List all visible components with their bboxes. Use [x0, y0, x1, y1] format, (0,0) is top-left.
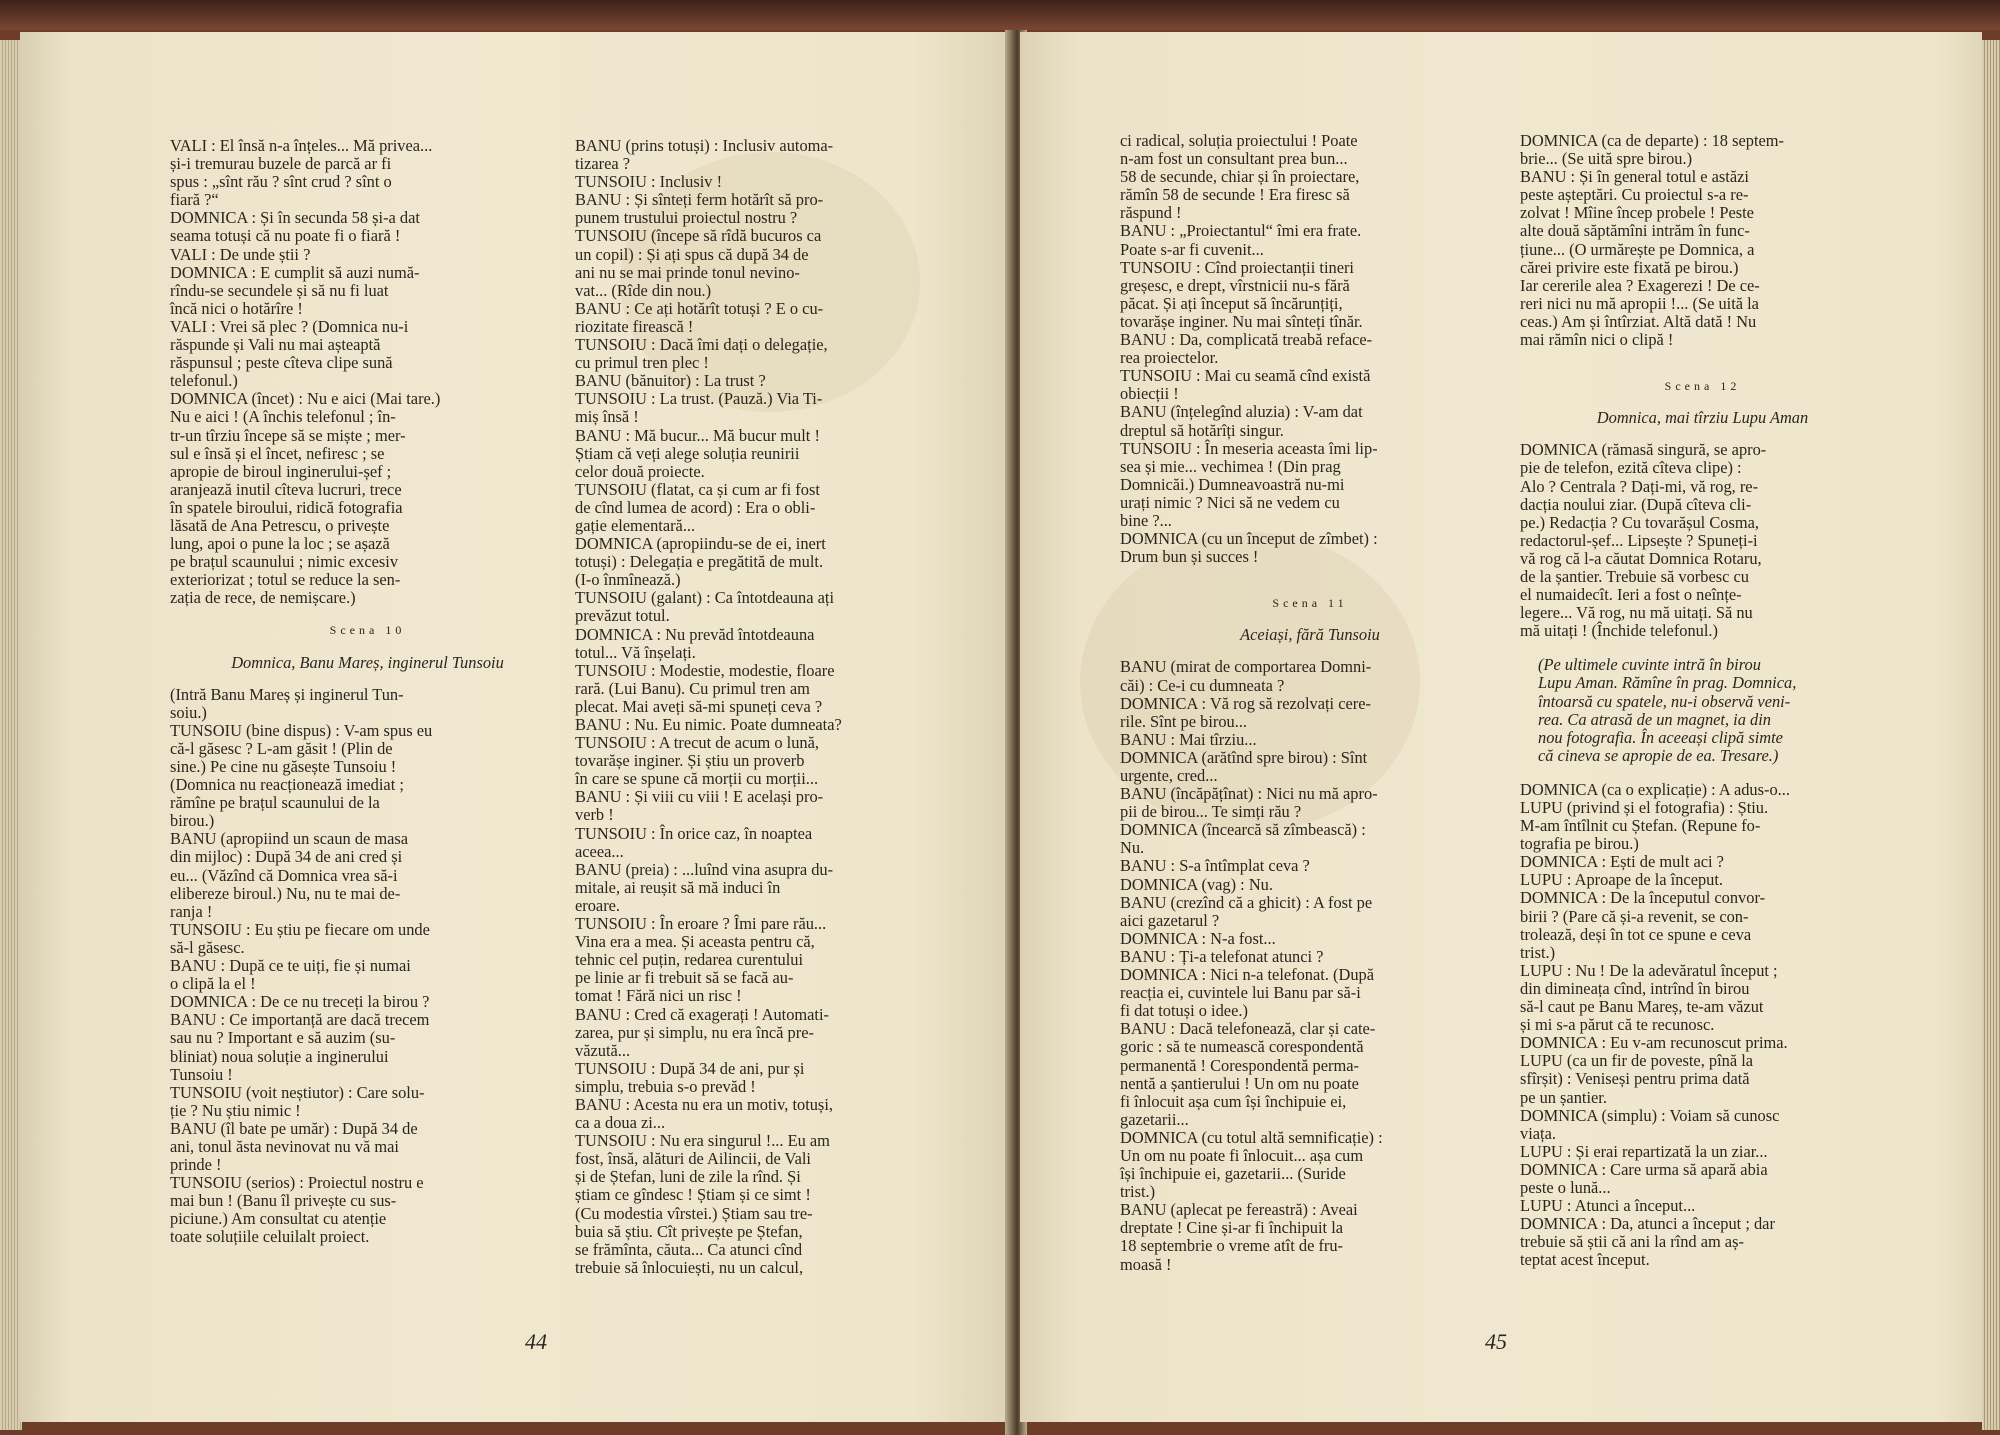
page-number: 44 [525, 1329, 547, 1354]
book-cover-top [0, 0, 2000, 30]
text-line: DOMNICA : Nici n-a telefonat. (După [1120, 965, 1374, 985]
text-line: pii de birou... Te simți rău ? [1120, 802, 1302, 822]
text-line: LUPU : Nu ! De la adevăratul început ; [1520, 960, 1778, 980]
text-block [1520, 781, 1885, 1270]
text-line: DOMNICA : Vă rog să rezolvați cere- [1120, 693, 1371, 713]
text-line: BANU : Mă bucur... Mă bucur mult ! [575, 425, 820, 445]
text-line: miș însă ! [575, 407, 639, 427]
text-line: BANU : Da, complicată treabă reface- [1120, 330, 1373, 350]
text-line: ca a doua zi... [575, 1113, 666, 1133]
scene-characters: Domnica, mai tîrziu Lupu Aman [1596, 408, 1809, 428]
text-line: DOMNICA : Și în secunda 58 și-a dat [170, 208, 420, 228]
text-line: TUNSOIU (serios) : Proiectul nostru e [170, 1173, 424, 1193]
text-line: Un om nu poate fi înlocuit... așa cum [1120, 1145, 1364, 1165]
text-line: DOMNICA : E cumplit să auzi numă- [170, 262, 420, 282]
text-block [1520, 132, 1885, 349]
text-line: trolează, deși în tot ce spune e ceva [1520, 924, 1752, 944]
text-line: DOMNICA (cu totul altă semnificație) : [1120, 1127, 1383, 1147]
text-line: simplu, trebuia s-o prevăd ! [575, 1076, 756, 1096]
text-line: LUPU : Aproape de la început. [1520, 870, 1724, 890]
text-line: Nu e aici ! (A închis telefonul ; în- [170, 407, 396, 427]
text-line: riozitate firească ! [575, 316, 694, 336]
text-line: trebuie să știi că ani la rînd am aș- [1520, 1232, 1744, 1252]
scene-characters: Domnica, Banu Mareș, inginerul Tunsoiu [231, 652, 504, 672]
text-line: BANU (apropiind un scaun de masa [170, 829, 409, 849]
scene-heading: Scena 12 [1664, 379, 1741, 394]
text-line: ție ? Nu știu nimic ! [170, 1100, 301, 1120]
text-line: TUNSOIU (bine dispus) : V-am spus eu [170, 720, 433, 740]
text-line: Drum bun și succes ! [1120, 547, 1259, 567]
text-line: DOMNICA (încearcă să zîmbească) : [1120, 820, 1366, 840]
left-page-column-1 [170, 137, 565, 1247]
text-line: (I-o înmînează.) [575, 570, 681, 590]
text-line: urați nimic ? Nici să ne vedem cu [1120, 492, 1340, 512]
text-line: tehnic cel puțin, redarea curentului [575, 950, 803, 970]
text-line: BANU : Ce importanță are dacă trecem [170, 1010, 430, 1030]
text-line: tovarășe inginer. Și știu un proverb [575, 751, 805, 771]
text-line: pie de telefon, ezită cîteva clipe) : [1520, 458, 1742, 478]
text-line: rea proiectelor. [1120, 348, 1219, 368]
text-line: sfîrșit) : Veniseși pentru prima dată [1520, 1069, 1750, 1089]
text-line: pe un șantier. [1520, 1087, 1607, 1107]
text-line: telefonul.) [170, 371, 238, 391]
text-line: (Intră Banu Mareș și inginerul Tun- [170, 684, 404, 704]
text-line: obiecții ! [1120, 384, 1179, 404]
text-line: DOMNICA (rămasă singură, se apro- [1520, 440, 1767, 460]
text-line: cu primul tren plec ! [575, 353, 709, 373]
text-line: mitale, ai reușit să mă induci în [575, 877, 781, 897]
text-line: DOMNICA (ca o explicație) : A adus-o... [1520, 779, 1790, 799]
text-line: TUNSOIU : Inclusiv ! [575, 172, 723, 192]
text-line: din dimineața cînd, intrînd în birou [1520, 978, 1750, 998]
text-line: BANU (mirat de comportarea Domni- [1120, 657, 1372, 677]
text-line: BANU (bănuitor) : La trust ? [575, 371, 766, 391]
text-line: nou fotografia. În aceeași clipă simte [1538, 727, 1783, 747]
text-line: DOMNICA (arătînd spre birou) : Sînt [1120, 747, 1368, 767]
text-block [1120, 132, 1500, 566]
text-line: DOMNICA : Da, atunci a început ; dar [1520, 1214, 1775, 1234]
text-line: Tunsoiu ! [170, 1064, 233, 1084]
text-line: gazetarii... [1120, 1109, 1189, 1129]
text-line: celor două proiecte. [575, 461, 705, 481]
text-line: rile. Sînt pe birou... [1120, 711, 1248, 731]
text-line: DOMNICA (încet) : Nu e aici (Mai tare.) [170, 389, 441, 409]
text-line: TUNSOIU : În eroare ? Îmi pare rău... [575, 914, 827, 934]
text-line: DOMNICA : N-a fost... [1120, 928, 1276, 948]
text-line: un copil) : Și ați spus că după 34 de [575, 244, 809, 264]
text-line: BANU (aplecat pe fereastră) : Aveai [1120, 1200, 1358, 1220]
text-line: sau nu ? Important e să auzim (su- [170, 1028, 396, 1048]
text-line: ranja ! [170, 901, 213, 921]
text-line: prinde ! [170, 1155, 222, 1175]
text-line: BANU : Cred că exagerați ! Automati- [575, 1004, 829, 1024]
text-line: păcat. Și ați început să încărunțiți, [1120, 293, 1343, 313]
scene-heading: Scena 11 [1272, 596, 1348, 611]
text-line: dreptul să hotărîți singur. [1120, 420, 1284, 440]
page-number: 45 [1485, 1329, 1507, 1354]
text-line: să-l caut pe Banu Mareș, te-am văzut [1520, 997, 1764, 1017]
text-line: rîndu-se secundele și să nu fi luat [170, 280, 389, 300]
text-line: BANU (încăpățînat) : Nici nu mă apro- [1120, 784, 1378, 804]
text-line: BANU : Ți-a telefonat atunci ? [1120, 946, 1324, 966]
text-line: țiune... (O urmărește pe Domnica, a [1520, 239, 1755, 259]
text-line: (Cu modestia vîrstei.) Știam sau tre- [575, 1203, 813, 1223]
text-line: nentă a șantierului ! Un om nu poate [1120, 1073, 1359, 1093]
text-line: peste o lună... [1520, 1177, 1611, 1197]
text-line: piciune.) Am consultat cu atenție [170, 1209, 387, 1229]
text-line: TUNSOIU (flatat, ca și cum ar fi fost [575, 479, 820, 499]
text-line: tovarășe inginer. Nu mai sînteți tînăr. [1120, 311, 1363, 331]
text-line: încă nici o hotărîre ! [170, 298, 303, 318]
text-line: BANU (preia) : ...luînd vina asupra du- [575, 859, 834, 879]
text-line: n-am fost un consultant prea bun... [1120, 149, 1348, 169]
text-block [1120, 658, 1500, 1273]
text-line: TUNSOIU : În orice caz, în noaptea [575, 823, 813, 843]
text-line: TUNSOIU : Eu știu pe fiecare om unde [170, 919, 430, 939]
text-line: de la șantier. Trebuie să vorbesc cu [1520, 566, 1749, 586]
text-block [575, 137, 945, 1277]
text-line: VALI : Vrei să plec ? (Domnica nu-i [170, 316, 409, 336]
text-line: M-am întîlnit cu Ștefan. (Repune fo- [1520, 816, 1761, 836]
text-line: TUNSOIU : Cînd proiectanții tineri [1120, 257, 1354, 277]
text-line: TUNSOIU (galant) : Ca întotdeauna ați [575, 588, 834, 608]
text-line: DOMNICA : Nu prevăd întotdeauna [575, 624, 815, 644]
text-line: reacția ei, cuvintele lui Banu par să-i [1120, 983, 1361, 1003]
text-line: BANU : După ce te uiți, fie și numai [170, 956, 411, 976]
text-block [1520, 441, 1885, 640]
text-line: o clipă la el ! [170, 974, 256, 994]
text-line: trist.) [1520, 942, 1556, 962]
page-edges-left [0, 40, 22, 1430]
text-line: soiu.) [170, 702, 207, 722]
text-line: în spatele biroului, ridică fotografia [170, 497, 403, 517]
text-line: LUPU : Și erai repartizată la un ziar... [1520, 1141, 1768, 1161]
text-line: DOMNICA : Eu v-am recunoscut prima. [1520, 1033, 1788, 1053]
text-line: BANU (prins totuși) : Inclusiv automa- [575, 136, 834, 155]
left-page [20, 32, 1010, 1422]
text-line: răspunsul ; peste cîteva clipe sună [170, 353, 393, 373]
text-line: aici gazetarul ? [1120, 910, 1220, 930]
text-line: reri nici nu mă apropii !... (Se uită la [1520, 293, 1759, 313]
text-line: seama totuși că nu poate fi o fiară ! [170, 226, 401, 246]
text-line: vă rog că l-a căutat Domnica Rotaru, [1520, 548, 1762, 568]
text-line: BANU : Acesta nu era un motiv, totuși, [575, 1094, 833, 1114]
text-line: LUPU (ca un fir de poveste, pînă la [1520, 1051, 1754, 1071]
text-line: redactorul-șef... Lipsește ? Spuneți-i [1520, 530, 1758, 550]
text-line: goric : să te numească corespondentă [1120, 1037, 1364, 1057]
text-line: fi înlocuit așa cum își închipuie ei, [1120, 1091, 1347, 1111]
text-line: întoarsă cu spatele, nu-i observă veni- [1538, 691, 1791, 711]
text-line: DOMNICA : Care urma să apară abia [1520, 1159, 1768, 1179]
text-line: trebuie să înlocuiești, nu un calcul, [575, 1257, 804, 1277]
text-line: TUNSOIU (voit neștiutor) : Care solu- [170, 1082, 425, 1102]
text-line: totuși) : Delegația e pregătită de mult. [575, 552, 824, 572]
text-line: Lupu Aman. Rămîne în prag. Domnica, [1538, 673, 1797, 693]
text-line: ci radical, soluția proiectului ! Poate [1120, 131, 1358, 150]
text-block [170, 137, 565, 607]
text-line: BANU : Și în general totul e astăzi [1520, 167, 1749, 187]
text-line: Știam că veți alege soluția reunirii [575, 443, 800, 463]
text-line: BANU : Ce ați hotărît totuși ? E o cu- [575, 298, 824, 318]
text-line: cărei privire este fixată pe birou.) [1520, 257, 1739, 277]
text-line: să-l găsesc. [170, 937, 245, 957]
text-line: plecat. Mai aveți să-mi spuneți ceva ? [575, 696, 823, 716]
text-line: LUPU : Atunci a început... [1520, 1196, 1696, 1216]
text-line: BANU : S-a întîmplat ceva ? [1120, 856, 1310, 876]
text-line: greșesc, e drept, vîrstnicii nu-s fără [1120, 275, 1350, 295]
text-line: fost, însă, alături de Ailincii, de Vali [575, 1149, 811, 1169]
text-line: Poate s-ar fi cuvenit... [1120, 239, 1264, 259]
text-line: VALI : El însă n-a înțeles... Mă privea... [170, 136, 433, 155]
text-line: legere... Vă rog, nu mă uitați. Să nu [1520, 603, 1753, 623]
text-line: elibereze biroul.) Nu, nu te mai de- [170, 883, 401, 903]
text-line: tografia pe birou.) [1520, 834, 1639, 854]
text-line: fi dat totuși o idee.) [1120, 1001, 1248, 1021]
text-line: prevăzut totul. [575, 606, 670, 626]
text-block [170, 686, 565, 1247]
text-line: spus : „sînt rău ? sînt crud ? sînt o [170, 172, 392, 192]
text-line: urgente, cred... [1120, 766, 1218, 785]
text-line: tizarea ? [575, 154, 631, 174]
text-line: DOMNICA : De la începutul convor- [1520, 888, 1766, 908]
text-line: zolvat ! Mîine încep probele ! Peste [1520, 203, 1754, 223]
text-line: (Domnica nu reacționează imediat ; [170, 775, 404, 795]
text-line: zația de rece, de nemișcare.) [170, 588, 356, 608]
text-line: bliniat) noua soluție a inginerului [170, 1046, 389, 1066]
text-line: TUNSOIU (începe să rîdă bucuros ca [575, 226, 822, 246]
text-line: trist.) [1120, 1182, 1156, 1202]
text-line: 58 de secunde, chiar și în proiectare, [1120, 167, 1360, 187]
text-line: viața. [1520, 1123, 1556, 1143]
text-line: pe.) Redacția ? Cu tovarășul Cosma, [1520, 512, 1759, 532]
text-line: sul e însă și el încet, nefiresc ; se [170, 443, 385, 463]
text-line: dreptate ! Cine și-ar fi închipuit la [1120, 1218, 1344, 1238]
text-line: lăsată de Ana Petrescu, o privește [170, 515, 390, 535]
text-line: moasă ! [1120, 1254, 1172, 1274]
text-line: pe linie ar fi trebuit să se facă au- [575, 968, 794, 988]
text-line: că cineva se apropie de ea. Tresare.) [1538, 745, 1779, 765]
text-line: DOMNICA (vag) : Nu. [1120, 874, 1273, 894]
text-line: aceea... [575, 841, 624, 861]
left-page-column-2 [575, 137, 945, 1277]
right-page [1020, 32, 1982, 1422]
text-line: TUNSOIU : Nu era singurul !... Eu am [575, 1131, 830, 1151]
text-line: toate soluțiile celuilalt proiect. [170, 1227, 370, 1247]
text-line: aranjează inutil cîteva lucruri, trece [170, 479, 402, 499]
text-line: TUNSOIU : A trecut de acum o lună, [575, 733, 819, 753]
text-line: buia să știu. Cît privește pe Ștefan, [575, 1221, 803, 1241]
text-line: BANU : Nu. Eu nimic. Poate dumneata? [575, 715, 842, 734]
text-line: bine ?... [1120, 510, 1172, 530]
text-line: TUNSOIU : Mai cu seamă cînd există [1120, 366, 1371, 386]
text-line: teptat acest început. [1520, 1250, 1650, 1270]
text-line: eroare. [575, 895, 621, 915]
text-line: răspund ! [1120, 203, 1182, 223]
text-line: TUNSOIU : În meseria aceasta îmi lip- [1120, 438, 1378, 458]
text-line: răspunde și Vali nu mai așteaptă [170, 335, 381, 355]
text-line: văzută... [575, 1040, 631, 1060]
text-line: de cînd lumea de acord) : Era o obli- [575, 497, 816, 517]
page-edges-right [1982, 40, 2000, 1430]
text-line: brie... (Se uită spre birou.) [1520, 149, 1693, 169]
text-line: DOMNICA (apropiindu-se de ei, inert [575, 534, 826, 554]
text-line: DOMNICA (cu un început de zîmbet) : [1120, 529, 1378, 549]
text-line: DOMNICA : Ești de mult aci ? [1520, 852, 1724, 872]
text-line: totul... Vă înșelați. [575, 642, 696, 662]
text-line: pe brațul scaunului ; nimic excesiv [170, 552, 399, 572]
text-line: Alo ? Centrala ? Dați-mi, vă rog, re- [1520, 476, 1759, 496]
text-line: DOMNICA : De ce nu treceți la birou ? [170, 992, 430, 1012]
right-page-column-2 [1520, 132, 1885, 1269]
text-line: TUNSOIU : La trust. (Pauză.) Via Ti- [575, 389, 823, 409]
text-line: TUNSOIU : După 34 de ani, pur și [575, 1058, 805, 1078]
text-line: zarea, pur și simplu, nu era încă pre- [575, 1022, 814, 1042]
text-line: știam ce gîndesc ! Știam și ce simt ! [575, 1185, 811, 1205]
text-line: birou.) [170, 811, 215, 831]
text-line: lung, apoi o pune la loc ; se așază [170, 534, 390, 554]
text-line: se frămînta, căuta... Ca atunci cînd [575, 1239, 803, 1259]
text-line: ceas.) Am și întîrziat. Altă dată ! Nu [1520, 311, 1757, 331]
text-line: BANU (îl bate pe umăr) : După 34 de [170, 1118, 418, 1138]
text-line: vat... (Rîde din nou.) [575, 280, 712, 300]
text-line: căi) : Ce-i cu dumneata ? [1120, 675, 1285, 695]
text-line: și de Ștefan, luni de zile la rînd. Și [575, 1167, 801, 1187]
text-line: DOMNICA (ca de departe) : 18 septem- [1520, 131, 1784, 150]
text-line: că-l găsesc ? L-am găsit ! (Plin de [170, 738, 393, 758]
text-line: 18 septembrie o vreme atît de fru- [1120, 1236, 1344, 1256]
text-line: și-i tremurau buzele de parcă ar fi [170, 154, 392, 174]
text-line: el numaidecît. Ieri a fost o neînțe- [1520, 585, 1742, 605]
text-line: rămîn 58 de secunde ! Era firesc să [1120, 185, 1350, 205]
text-line: Vina era a mea. Și aceasta pentru că, [575, 932, 815, 952]
text-line: sea și mie... vechimea ! (Din prag [1120, 456, 1341, 476]
text-line: TUNSOIU : Dacă îmi dați o delegație, [575, 335, 828, 355]
text-line: Domnicăi.) Dumneavoastră nu-mi [1120, 474, 1345, 494]
text-line: BANU : Și viii cu viii ! E același pro- [575, 787, 824, 807]
text-line: își închipuie ei, gazetarii... (Suride [1120, 1164, 1346, 1184]
text-line: ani, tonul ăsta nevinovat nu vă mai [170, 1136, 399, 1156]
stage-direction [1520, 656, 1885, 765]
text-line: peste așteptări. Cu proiectul s-a re- [1520, 185, 1749, 205]
text-line: gație elementară... [575, 515, 696, 535]
text-line: (Pe ultimele cuvinte intră în birou [1538, 655, 1761, 675]
text-line: tomat ! Fără nici un risc ! [575, 986, 742, 1006]
text-line: punem trustului proiectul nostru ? [575, 208, 798, 228]
text-line: sine.) Pe cine nu găsește Tunsoiu ! [170, 757, 397, 776]
text-line: permanentă ! Corespondentă perma- [1120, 1055, 1359, 1075]
text-line: BANU (înțelegînd aluzia) : V-am dat [1120, 402, 1363, 422]
text-line: rămîne pe brațul scaunului de la [170, 793, 380, 813]
text-line: mai bun ! (Banu îl privește cu sus- [170, 1191, 397, 1211]
text-line: mai rămîn nici o clipă ! [1520, 330, 1674, 350]
text-line: din mijloc) : După 34 de ani cred și [170, 847, 403, 867]
text-line: BANU : Mai tîrziu... [1120, 729, 1257, 749]
text-line: rară. (Lui Banu). Cu primul tren am [575, 678, 810, 698]
text-line: fiară ?“ [170, 190, 219, 210]
text-line: TUNSOIU : Modestie, modestie, floare [575, 660, 835, 680]
text-line: DOMNICA (simplu) : Voiam să cunosc [1520, 1105, 1780, 1125]
scene-heading: Scena 10 [329, 623, 406, 638]
text-line: dacția noului ziar. (După cîteva cli- [1520, 494, 1752, 514]
text-line: BANU : „Proiectantul“ îmi era frate. [1120, 221, 1362, 241]
text-line: rea. Ca atrasă de un magnet, ia din [1538, 709, 1771, 729]
text-line: apropie de biroul inginerului-șef ; [170, 461, 392, 481]
text-line: verb ! [575, 805, 614, 825]
text-line: alte două săptămîni intrăm în func- [1520, 221, 1750, 241]
text-line: BANU : Dacă telefonează, clar și cate- [1120, 1019, 1376, 1039]
text-line: Nu. [1120, 838, 1145, 858]
text-line: Iar cererile alea ? Exagerezi ! De ce- [1520, 275, 1760, 295]
text-line: BANU (crezînd că a ghicit) : A fost pe [1120, 892, 1373, 912]
text-line: tr-un tîrziu începe să se miște ; mer- [170, 425, 406, 445]
text-line: BANU : Și sînteți ferm hotărît să pro- [575, 190, 824, 210]
text-line: birii ? (Pare că și-a revenit, se con- [1520, 906, 1749, 926]
scene-characters: Aceiași, fără Tunsoiu [1240, 625, 1380, 645]
text-line: și mi s-a părut că te recunosc. [1520, 1015, 1715, 1035]
right-page-column-1 [1120, 132, 1500, 1274]
text-line: ani nu se mai prinde tonul nevino- [575, 262, 800, 282]
text-line: exteriorizat ; totul se reduce la sen- [170, 570, 401, 590]
text-line: mă uitați ! (Închide telefonul.) [1520, 621, 1718, 641]
text-line: LUPU (privind și el fotografia) : Știu. [1520, 798, 1769, 817]
text-line: eu... (Văzînd că Domnica vrea să-i [170, 865, 398, 885]
text-line: în care se spune că morții cu morții... [575, 769, 819, 789]
text-line: VALI : De unde știi ? [170, 244, 311, 264]
